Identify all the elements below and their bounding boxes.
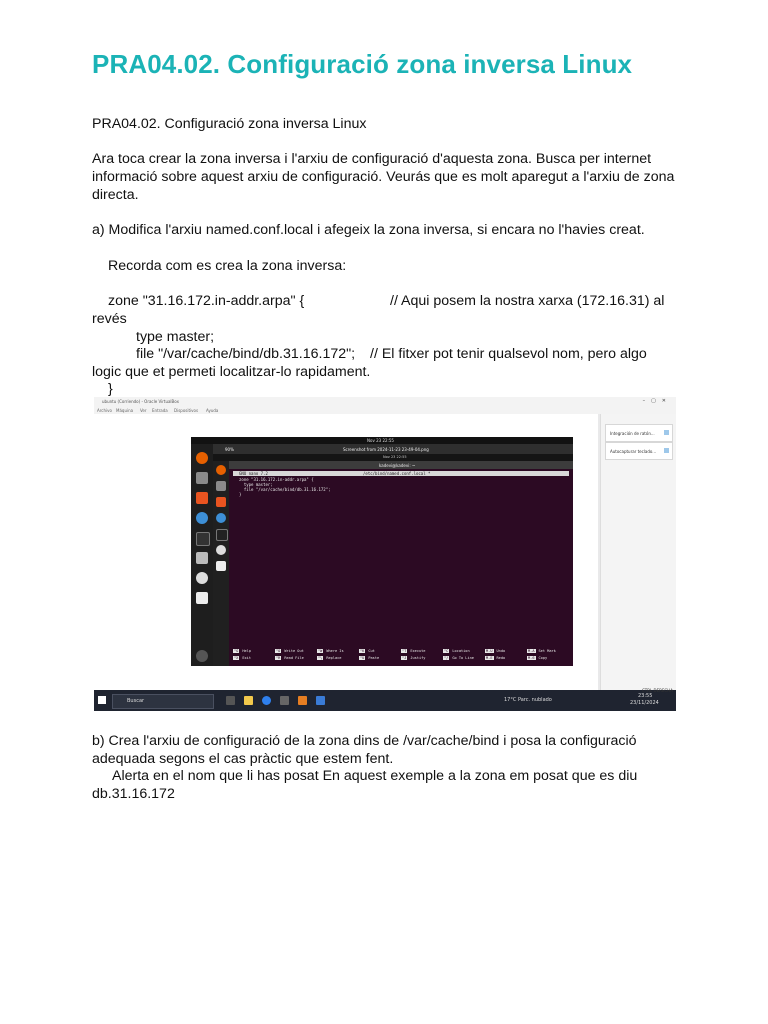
menu-ayuda: Ayuda [206, 408, 219, 413]
intro-title: PRA04.02. Configuració zona inversa Linux [92, 116, 367, 132]
virtualbox-title: ubuntu (Corriendo) - Oracle VirtualBox [102, 399, 179, 404]
terminal-titlebar [229, 461, 573, 469]
nano-shortcut: ^T Execute [402, 649, 426, 653]
files-icon [216, 481, 226, 491]
edge-icon [262, 696, 271, 705]
embedded-screenshot [94, 397, 676, 711]
menu-maquina: Máquina [116, 408, 134, 413]
notification-mouse: Integración de ratón... [605, 424, 673, 442]
tray-time: 23:55 [638, 693, 653, 699]
nano-shortcut: ^/ Go To Line [444, 656, 474, 660]
vm-clock: Nov 23 22:55 [367, 438, 394, 443]
page-title: PRA04.02. Configuració zona inversa Linux [92, 49, 633, 79]
notification-panel [600, 414, 676, 690]
nano-line-4: } [239, 492, 242, 497]
nano-file: /etc/bind/named.conf.local * [363, 471, 431, 476]
nano-version: GNU nano 7.2 [239, 471, 268, 476]
nano-line-3: file "/var/cache/bind/db.31.16.172"; [239, 487, 331, 492]
code-zone-comment: // Aqui posem la nostra xarxa (172.16.31) al [390, 293, 665, 309]
store-icon [280, 696, 289, 705]
software-icon [196, 492, 208, 504]
trash-icon [216, 561, 226, 571]
reminder: Recorda com es crea la zona inversa: [108, 258, 347, 274]
terminal-title: kadevi@kadevi: ~ [379, 463, 416, 468]
nano-shortcut: ^W Where Is [318, 649, 344, 653]
terminal-icon [216, 529, 228, 541]
help-icon [216, 513, 226, 523]
code-file-line: file "/var/cache/bind/db.31.16.172"; [136, 346, 356, 362]
explorer-icon [244, 696, 253, 705]
step-b-line-1: b) Crea l'arxiu de configuració de la zona dins de /var/cache/bind i posa la configuració [92, 733, 637, 749]
files-icon [196, 472, 208, 484]
trash-icon [196, 592, 208, 604]
nano-header [233, 471, 569, 476]
image-viewer-titlebar [213, 444, 573, 454]
info-icon [664, 448, 669, 453]
paragraph-line-2: informació sobre aquest arxiu de configuració. Veurás que es molt aparegut a l'arxiu de zona [92, 169, 675, 185]
virtualbox-icon [316, 696, 325, 705]
task-view-icon [226, 696, 235, 705]
disc-icon [196, 572, 208, 584]
nano-shortcut: M-U Undo [486, 649, 506, 653]
viewer-title: Screenshot from 2024-11-23 23-49-04.png [343, 447, 429, 452]
ubuntu-topbar [191, 437, 573, 444]
menu-dispositivos: Dispositivos [174, 408, 199, 413]
nano-shortcut: M-A Set Mark [528, 649, 556, 653]
windows-start-icon [98, 696, 106, 704]
inner-topbar [213, 454, 573, 461]
firefox-icon [196, 452, 208, 464]
app-icon [298, 696, 307, 705]
nano-shortcut: ^X Exit [234, 656, 251, 660]
nano-shortcut: ^R Read File [276, 656, 304, 660]
notification-keyboard: Autocapturar teclado... [605, 442, 673, 460]
inner-screenshot [213, 454, 573, 666]
code-file-comment: // El fitxer pot tenir qualsevol nom, pero algo [370, 346, 647, 362]
host-key: CTRL DERECHA [642, 688, 673, 693]
window-controls-icon: –▢✕ [642, 398, 672, 404]
nano-shortcut: ^G Help [234, 649, 251, 653]
paragraph-line-1: Ara toca crear la zona inversa i l'arxiu de configuració d'aquesta zona. Busca per internet [92, 151, 652, 167]
taskbar-search [112, 694, 214, 709]
menu-ver: Ver [140, 408, 147, 413]
disc-icon [216, 545, 226, 555]
software-icon [216, 497, 226, 507]
nano-shortcut: M-E Redo [486, 656, 506, 660]
nano-line-2: type master; [239, 482, 273, 487]
app-grid-icon [196, 650, 208, 662]
windows-taskbar [94, 690, 676, 711]
alert-line: Alerta en el nom que li has posat En aquest exemple a la zona em posat que es diu [112, 768, 638, 784]
paragraph-line-3: directa. [92, 187, 139, 203]
nano-shortcut: ^J Justify [402, 656, 426, 660]
terminal-window [229, 461, 573, 666]
alert-line-cont: db.31.16.172 [92, 786, 175, 802]
screenshot-icon [196, 552, 208, 564]
tray-date: 23/11/2024 [630, 700, 659, 706]
help-icon [196, 512, 208, 524]
ubuntu-vm-screen [191, 437, 573, 666]
inner-clock: Nov 23 22:55 [383, 455, 407, 459]
nano-shortcut: M-6 Copy [528, 656, 548, 660]
menu-archivo: Archivo [97, 408, 112, 413]
code-file-comment-cont: logic que et permeti localitzar-lo rapidament. [92, 364, 371, 380]
step-b-line-2: adequada segons el cas pràctic que estem fent. [92, 751, 394, 767]
nano-shortcut: ^K Cut [360, 649, 375, 653]
code-type-line: type master; [136, 329, 215, 345]
nano-line-1: zone "31.16.172.in-addr.arpa" { [239, 477, 314, 482]
weather: 17°C Parc. nublado [504, 697, 552, 703]
search-placeholder: Buscar [127, 698, 145, 704]
firefox-icon [216, 465, 226, 475]
step-a: a) Modifica l'arxiu named.conf.local i afegeix la zona inversa, si encara no l'havies creat. [92, 222, 645, 238]
menu-entrada: Entrada [152, 408, 168, 413]
info-icon [664, 430, 669, 435]
code-zone-comment-cont: revés [92, 311, 127, 327]
terminal-icon [196, 532, 210, 546]
nano-shortcut: ^C Location [444, 649, 470, 653]
nano-shortcut: ^O Write Out [276, 649, 304, 653]
code-zone-line: zone "31.16.172.in-addr.arpa" { [108, 293, 305, 309]
inner-dock [213, 461, 229, 666]
nano-shortcut: ^\ Replace [318, 656, 342, 660]
virtualbox-menubar [94, 406, 676, 414]
code-close-brace: } [108, 381, 113, 397]
ubuntu-dock [191, 444, 213, 666]
nano-shortcut: ^U Paste [360, 656, 380, 660]
viewer-zoom: 90% [225, 447, 234, 452]
virtualbox-titlebar [94, 397, 676, 406]
